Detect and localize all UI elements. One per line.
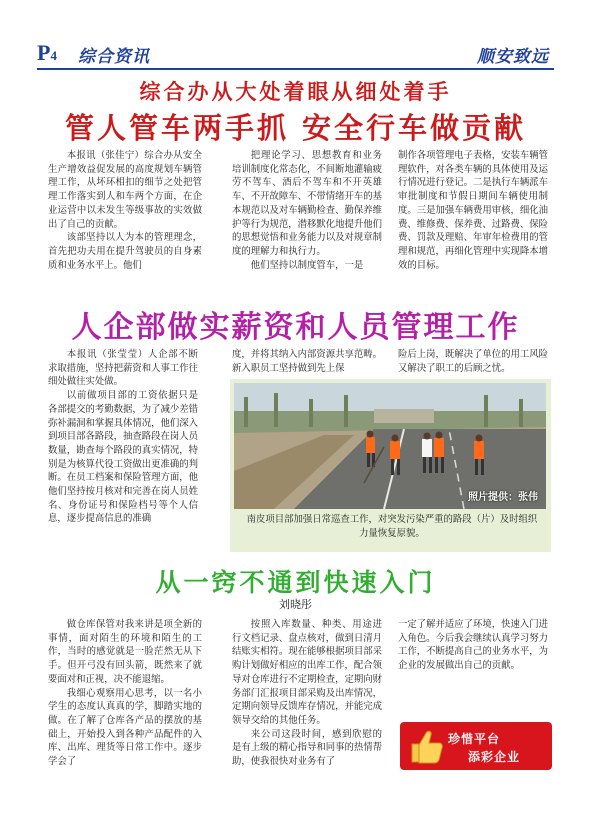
article2-column-1 (48, 348, 198, 526)
article1-column-3 (398, 149, 548, 272)
header-divider (37, 68, 554, 70)
page-digit: 4 (50, 48, 57, 63)
section-title: 综合资讯 (78, 47, 150, 67)
paragraph: 以前做项目部的工资依据只是各部提交的考勤数据，为了减少差错弥补漏洞和掌握具体情况，他们深入到项目部各路段，抽查路段在岗人员数量，勘查每个路段的真实情况，特别是为核算代役工资做出更准确的判断。在员工档案和保险管理方面，他他们坚持按月核对和完善在岗人员姓名、身份证号和保险档号等个人信息，逐步提高信息的准确 (48, 390, 199, 525)
article3-column-3 (398, 618, 548, 673)
article1-title: 管人管车两手抓 安全行车做贡献 (64, 111, 527, 145)
article2-column-2 (232, 348, 382, 375)
article1-kicker: 综合办从大处着眼从细处着手 (139, 79, 452, 104)
page-number (37, 40, 57, 66)
brand-name: 顺安致远 (477, 47, 549, 67)
badge-line-2: 添彩企业 (468, 750, 521, 764)
paragraph: 做仓库保管对我来讲是项全新的事情，面对陌生的环境和陌生的工作，当时的感觉就是一脸茫然无从下手。但开弓没有回头箭，既然来了就要面对和正视，决不能退缩。 (48, 619, 202, 685)
article3-title: 从一窍不通到快速入门 (155, 568, 436, 597)
article1-column-2 (232, 149, 382, 272)
photo-credit: 照片提供：张伟 (468, 492, 538, 503)
article1-column-1 (48, 149, 202, 272)
article3-column-2 (232, 618, 382, 769)
paragraph: 一定了解并适应了环境，快速入门进入角色。今后我会继续认真学习努力工作，不断提高自己的业务水平，为企业的发展做出自己的贡献。 (398, 619, 549, 672)
paragraph: 本报讯（张佳宁）综合办从安全生产增效益促发展的高度规划车辆管理工作，从坏环相扣的细节之处把管理工作落实到人和车两个方面，在企业运营中以未发生等级事故的实效做出了自己的贡献。 (48, 150, 202, 230)
article2-title: 人企部做实薪资和人员管理工作 (71, 310, 520, 345)
article3-author: 刘晓彤 (279, 598, 312, 611)
paragraph: 他们坚持以制度管车，一是 (250, 259, 364, 271)
article2-column-3 (398, 348, 548, 375)
article3-column-1 (48, 618, 202, 769)
paragraph: 该部坚持以人为本的管理理念，首先把功夫用在提升驾驶员的自身素质和业务水平上。他们 (48, 232, 202, 271)
paragraph: 本报讯（张莹莹）人企部不断求取措施，坚持把薪资和人事工作往细处做往实处做。 (48, 349, 199, 388)
paragraph: 来公司这段时间，感到欣慰的是有上级的精心指导和同事的热情帮助，使我很快对业务有了 (232, 728, 383, 768)
paragraph: 我细心观察用心思考，以一名小学生的态度认真真的学，脚踏实地的做。在了解了仓库各产品的摆放的基础上，开始投入到各种产品配件的入库、出库、理货等日常工作中。逐步学会了 (48, 687, 202, 768)
paragraph: 把理论学习、思想教育和业务培训制度化常态化，不间断地灌输疲劳不驾车、酒后不驾车和不开英雄车、不开故障车、不带情绪开车的基本规范以及对车辆勤检查、勤保养维护等行为规范，潜移默化地提升他们的思想觉悟和业务能力以及对规章制度的理解力和执行力。 (232, 150, 383, 257)
paragraph: 制作各项管理电子表格，安装车辆管理软件，对各类车辆的具体使用及运行情况进行登记。二是执行车辆派车审批制度和节假日期间车辆使用制度。三是加强车辆费用审核，细化油费、维修费、保养费、过路费、保险费、罚款及理赔、年审年检费用的管理和规范，再细化管理中实现降本增效的目标。 (398, 150, 549, 271)
badge-line-1: 珍惜平台 (448, 732, 501, 746)
page-letter: P (37, 40, 51, 65)
paragraph: 险后上岗，既解决了单位的用工风险又解决了职工的后顾之忧。 (398, 349, 549, 374)
photo-caption: 南皮项目部加强日常巡查工作，对突发污染严重的路段（片）及时组织力量恢复原貌。 (246, 514, 538, 539)
thumbs-up-icon (406, 726, 446, 766)
slogan-badge (400, 722, 552, 770)
paragraph: 按照入库数量、种类、用途进行文档记录、盘点核对，做到日清月结账实相符。现在能够根据项目部采购计划做好相应的出库工作，配合领导对仓库进行不定期检查，定期向财务部门汇报项目部采购及出库情况，定期向领导反馈库存情况，并能完成领导交给的其他任务。 (232, 619, 383, 726)
paragraph: 度，并将其纳入内部资源共享范畴。新入职员工坚持做到先上保 (232, 349, 383, 374)
road-cleaning-photo (234, 383, 546, 509)
